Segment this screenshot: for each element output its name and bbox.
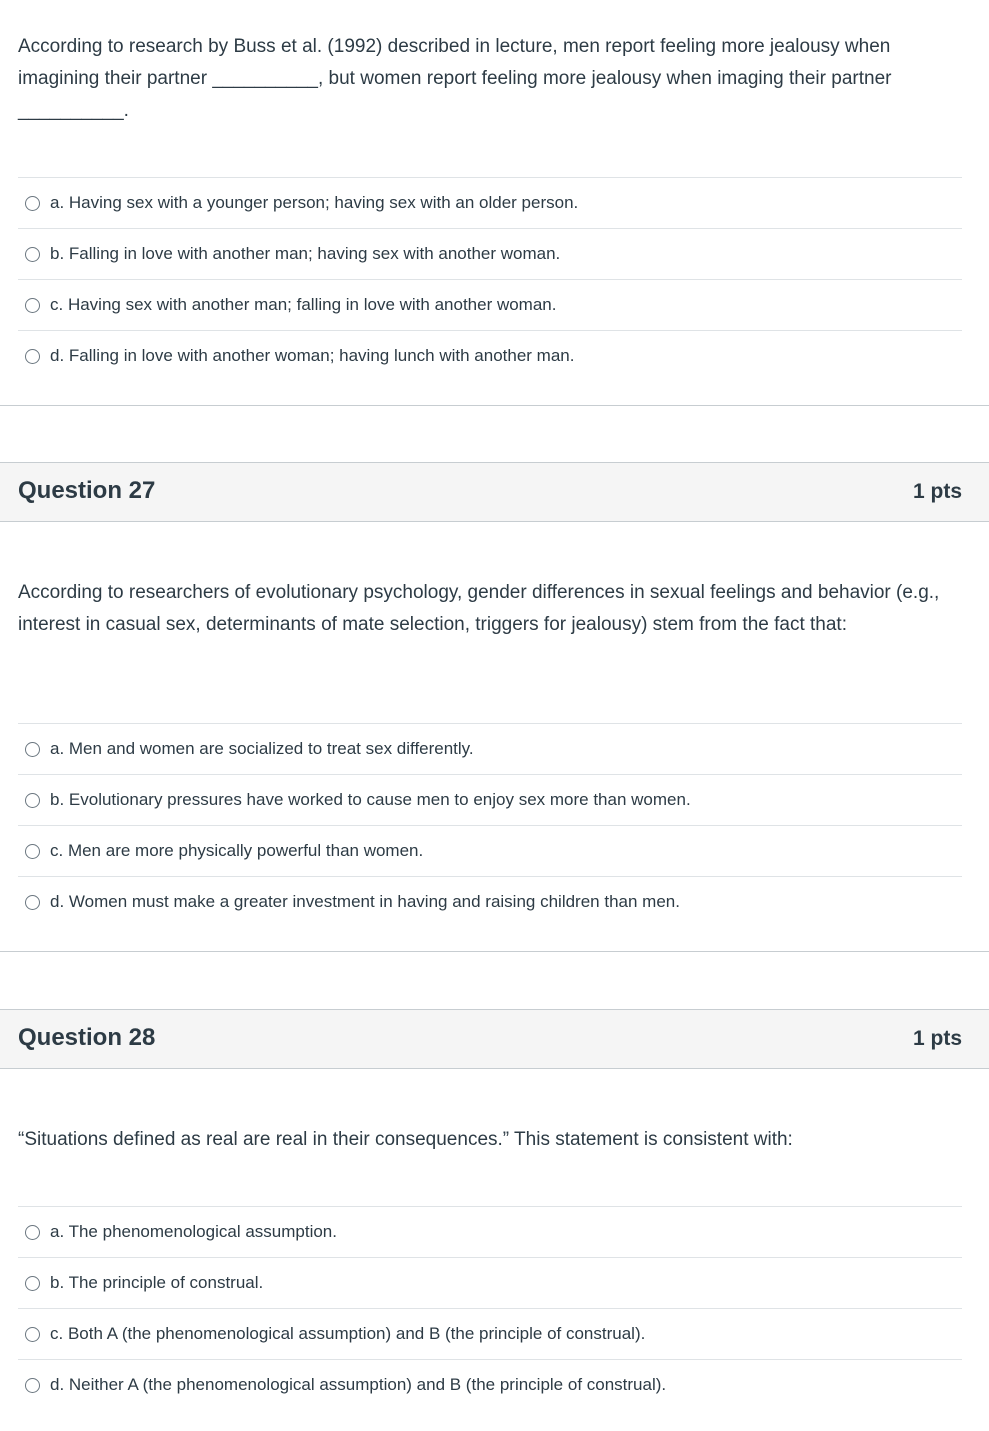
radio-button[interactable] — [25, 298, 40, 313]
radio-button[interactable] — [25, 844, 40, 859]
answer-option-d[interactable] — [18, 1359, 962, 1410]
answer-label: a. Having sex with a younger person; having sex with an older person. — [50, 193, 579, 212]
answer-label: d. Women must make a greater investment in having and raising children than men. — [50, 892, 680, 911]
answer-label: c. Men are more physically powerful than women. — [50, 841, 424, 860]
answer-label: b. Evolutionary pressures have worked to cause men to enjoy sex more than women. — [50, 790, 691, 809]
question-title: Question 27 — [18, 477, 156, 504]
answer-option-d[interactable] — [18, 330, 962, 381]
question-28-header — [0, 1009, 989, 1069]
answer-label: c. Both A (the phenomenological assumption) and B (the principle of construal). — [50, 1324, 646, 1343]
radio-button[interactable] — [25, 1378, 40, 1393]
question-divider — [0, 951, 989, 952]
question-26-text: According to research by Buss et al. (1992) described in lecture, men report feeling more jealousy when imagining their partner __________, but women report feeling more jealousy when imaging their partner __________. — [18, 36, 892, 121]
answer-option-c[interactable] — [18, 825, 962, 876]
question-26-answers — [18, 177, 962, 381]
question-divider — [0, 405, 989, 406]
question-27-header — [0, 462, 989, 522]
question-28-text: “Situations defined as real are real in their consequences.” This statement is consistent with: — [18, 1129, 793, 1150]
answer-option-c[interactable] — [18, 279, 962, 330]
answer-option-a[interactable] — [18, 177, 962, 228]
radio-button[interactable] — [25, 1327, 40, 1342]
answer-label: a. Men and women are socialized to treat sex differently. — [50, 739, 474, 758]
question-points: 1 pts — [912, 1027, 962, 1050]
answer-label: d. Falling in love with another woman; having lunch with another man. — [50, 346, 575, 365]
radio-button[interactable] — [25, 349, 40, 364]
radio-button[interactable] — [25, 196, 40, 211]
answer-label: b. Falling in love with another man; having sex with another woman. — [50, 244, 561, 263]
radio-button[interactable] — [25, 742, 40, 757]
answer-option-b[interactable] — [18, 774, 962, 825]
question-28-answers — [18, 1206, 962, 1410]
answer-option-c[interactable] — [18, 1308, 962, 1359]
question-27-text: According to researchers of evolutionary psychology, gender differences in sexual feelings and behavior (e.g., interest in casual sex, determinants of mate selection, triggers for jealousy) stem from the fact that: — [18, 582, 940, 635]
radio-button[interactable] — [25, 247, 40, 262]
answer-label: c. Having sex with another man; falling in love with another woman. — [50, 295, 557, 314]
answer-option-b[interactable] — [18, 1257, 962, 1308]
radio-button[interactable] — [25, 1276, 40, 1291]
answer-option-b[interactable] — [18, 228, 962, 279]
radio-button[interactable] — [25, 793, 40, 808]
radio-button[interactable] — [25, 895, 40, 910]
question-27-answers — [18, 723, 962, 927]
answer-label: b. The principle of construal. — [50, 1273, 264, 1292]
question-title: Question 28 — [18, 1024, 156, 1051]
answer-label: d. Neither A (the phenomenological assumption) and B (the principle of construal). — [50, 1375, 667, 1394]
radio-button[interactable] — [25, 1225, 40, 1240]
question-points: 1 pts — [912, 480, 962, 503]
answer-label: a. The phenomenological assumption. — [50, 1222, 337, 1241]
answer-option-d[interactable] — [18, 876, 962, 927]
answer-option-a[interactable] — [18, 1206, 962, 1257]
answer-option-a[interactable] — [18, 723, 962, 774]
